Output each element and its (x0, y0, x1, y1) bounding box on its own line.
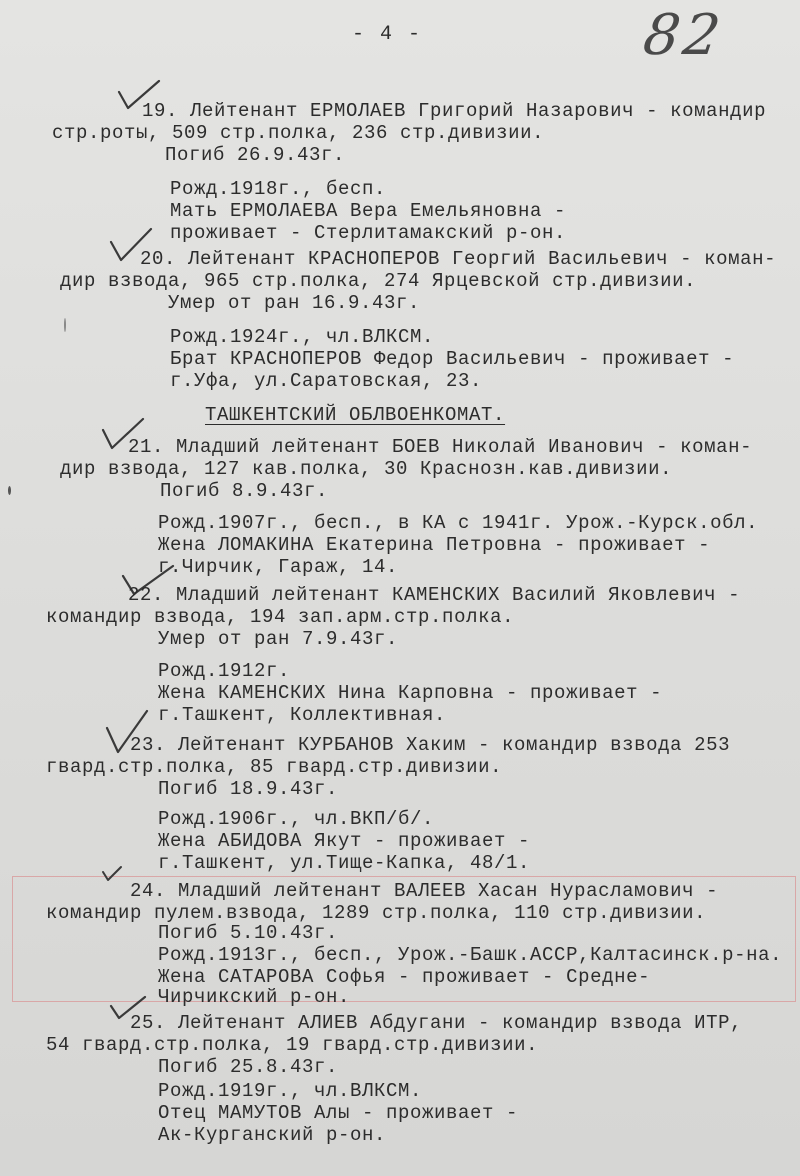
entry-22-line-1: 22. Младший лейтенант КАМЕНСКИХ Василий Яковлевич - (128, 584, 741, 606)
entry-21-line-3: Погиб 8.9.43г. (160, 480, 329, 502)
entry-24-detail-3: Чирчикский р-он. (158, 986, 351, 1008)
entry-19-line-1: 19. Лейтенант ЕРМОЛАЕВ Григорий Назарович - командир (142, 100, 767, 122)
paper-speck (64, 318, 66, 332)
entry-24-line-2: командир пулем.взвода, 1289 стр.полка, 110 стр.дивизии. (46, 902, 707, 924)
entry-19-detail-1: Рожд.1918г., бесп. (170, 178, 387, 200)
entry-22-detail-3: г.Ташкент, Коллективная. (158, 704, 447, 726)
entry-24-detail-2: Жена САТАРОВА Софья - проживает - Средне- (158, 966, 651, 988)
entry-22-line-2: командир взвода, 194 зап.арм.стр.полка. (46, 606, 515, 628)
entry-25-detail-2: Отец МАМУТОВ Алы - проживает - (158, 1102, 519, 1124)
paper-speck (8, 486, 11, 495)
entry-24-line-1: 24. Младший лейтенант ВАЛЕЕВ Хасан Нурасламович - (130, 880, 719, 902)
entry-23-detail-3: г.Ташкент, ул.Тище-Капка, 48/1. (158, 852, 531, 874)
entry-24-line-3: Погиб 5.10.43г. (158, 922, 339, 944)
entry-25-line-3: Погиб 25.8.43г. (158, 1056, 339, 1078)
entry-25-detail-1: Рожд.1919г., чл.ВЛКСМ. (158, 1080, 423, 1102)
entry-21-detail-1: Рожд.1907г., бесп., в КА с 1941г. Урож.-Курск.обл. (158, 512, 759, 534)
page-number: - 4 - (352, 23, 423, 46)
entry-20-line-1: 20. Лейтенант КРАСНОПЕРОВ Георгий Васильевич - коман- (140, 248, 777, 270)
entry-19-line-2: стр.роты, 509 стр.полка, 236 стр.дивизии. (52, 122, 545, 144)
archive-number-handwritten: 82 (639, 3, 728, 68)
entry-25-line-1: 25. Лейтенант АЛИЕВ Абдугани - командир взвода ИТР, (130, 1012, 743, 1034)
entry-20-detail-3: г.Уфа, ул.Саратовская, 23. (170, 370, 483, 392)
entry-20-detail-1: Рожд.1924г., чл.ВЛКСМ. (170, 326, 435, 348)
entry-21-detail-3: г.Чирчик, Гараж, 14. (158, 556, 399, 578)
entry-23-detail-1: Рожд.1906г., чл.ВКП/б/. (158, 808, 435, 830)
entry-22-detail-2: Жена КАМЕНСКИХ Нина Карповна - проживает - (158, 682, 663, 704)
entry-25-detail-3: Ак-Курганский р-он. (158, 1124, 387, 1146)
entry-20-line-3: Умер от ран 16.9.43г. (168, 292, 421, 314)
entry-23-detail-2: Жена АБИДОВА Якут - проживает - (158, 830, 531, 852)
checkmark-icon (100, 864, 124, 884)
entry-21-line-2: дир взвода, 127 кав.полка, 30 Краснозн.кав.дивизии. (60, 458, 673, 480)
entry-22-detail-1: Рожд.1912г. (158, 660, 291, 682)
entry-23-line-3: Погиб 18.9.43г. (158, 778, 339, 800)
entry-20-line-2: дир взвода, 965 стр.полка, 274 Ярцевской стр.дивизии. (60, 270, 697, 292)
entry-23-line-2: гвард.стр.полка, 85 гвард.стр.дивизии. (46, 756, 503, 778)
entry-19-line-3: Погиб 26.9.43г. (165, 144, 346, 166)
entry-25-line-2: 54 гвард.стр.полка, 19 гвард.стр.дивизии. (46, 1034, 539, 1056)
entry-23-line-1: 23. Лейтенант КУРБАНОВ Хаким - командир взвода 253 (130, 734, 731, 756)
entry-24-detail-1: Рожд.1913г., бесп., Урож.-Башк.АССР,Калтасинск.р-на. (158, 944, 783, 966)
entry-22-line-3: Умер от ран 7.9.43г. (158, 628, 399, 650)
entry-20-detail-2: Брат КРАСНОПЕРОВ Федор Васильевич - проживает - (170, 348, 735, 370)
entry-19-detail-3: проживает - Стерлитамакский р-он. (170, 222, 567, 244)
entry-21-detail-2: Жена ЛОМАКИНА Екатерина Петровна - проживает - (158, 534, 711, 556)
entry-19-detail-2: Мать ЕРМОЛАЕВА Вера Емельяновна - (170, 200, 567, 222)
entry-21-line-1: 21. Младший лейтенант БОЕВ Николай Иванович - коман- (128, 436, 753, 458)
section-heading: ТАШКЕНТСКИЙ ОБЛВОЕНКОМАТ. (205, 404, 506, 426)
